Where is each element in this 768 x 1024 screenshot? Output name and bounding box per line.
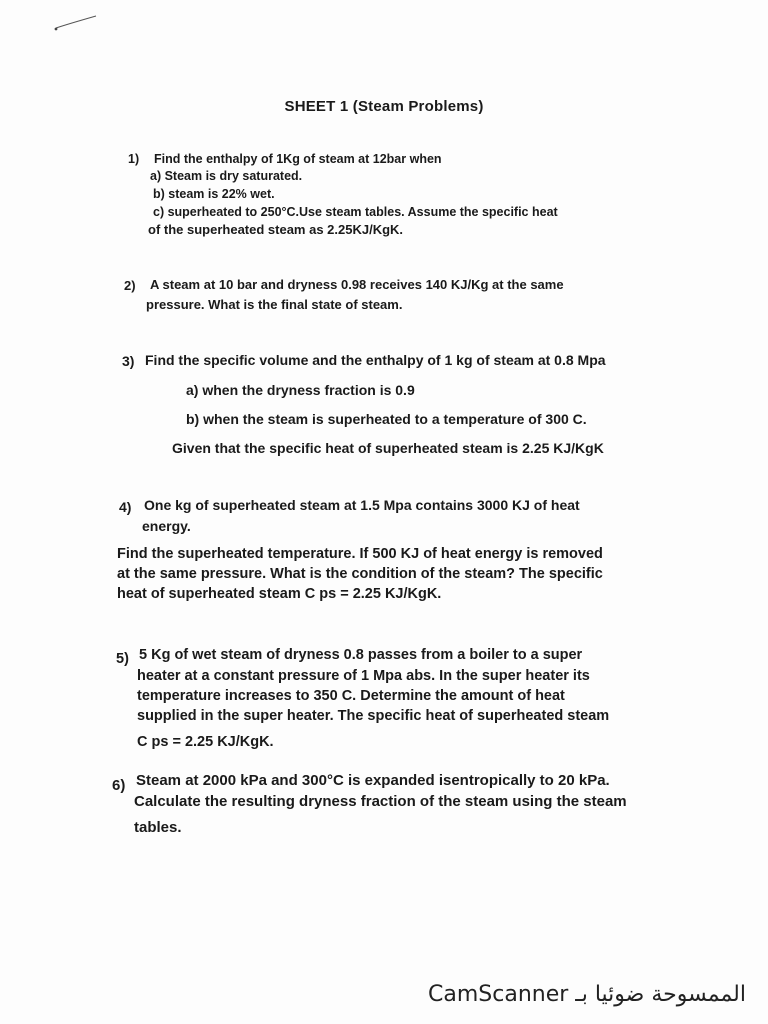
problem-5-line-3: temperature increases to 350 C. Determine the amount of heat bbox=[137, 688, 565, 704]
problem-4-number: 4) bbox=[119, 499, 132, 515]
problem-3-number: 3) bbox=[122, 353, 135, 369]
problem-4-line-2: energy. bbox=[142, 518, 191, 534]
problem-5-line-2: heater at a constant pressure of 1 Mpa abs. In the super heater its bbox=[137, 668, 590, 684]
problem-6-number: 6) bbox=[112, 777, 126, 794]
problem-2-line-1: A steam at 10 bar and dryness 0.98 receives 140 KJ/Kg at the same bbox=[150, 277, 564, 292]
problem-1-line-2: a) Steam is dry saturated. bbox=[150, 169, 303, 183]
problem-2-line-2: pressure. What is the final state of steam. bbox=[146, 297, 403, 312]
problem-3-line-2: a) when the dryness fraction is 0.9 bbox=[186, 382, 415, 398]
problem-5-number: 5) bbox=[116, 651, 129, 667]
camscanner-watermark: CamScanner الممسوحة ضوئيا بـ bbox=[428, 982, 746, 1007]
problem-3-line-3: b) when the steam is superheated to a temperature of 300 C. bbox=[186, 411, 587, 427]
problem-2-number: 2) bbox=[124, 278, 136, 293]
problem-4-line-4: at the same pressure. What is the condition of the steam? The specific bbox=[117, 566, 603, 582]
sheet-title: SHEET 1 (Steam Problems) bbox=[284, 98, 484, 115]
problem-5-line-4: supplied in the super heater. The specific heat of superheated steam bbox=[137, 708, 610, 724]
problem-6-line-2: Calculate the resulting dryness fraction of the steam using the steam bbox=[134, 793, 627, 810]
problem-3-line-1: Find the specific volume and the enthalpy of 1 kg of steam at 0.8 Mpa bbox=[145, 352, 606, 368]
problem-3-line-4: Given that the specific heat of superheated steam is 2.25 KJ/KgK bbox=[172, 440, 604, 456]
problem-1-line-3: b) steam is 22% wet. bbox=[153, 187, 275, 201]
pen-stroke-mark bbox=[54, 12, 100, 34]
problem-6-line-1: Steam at 2000 kPa and 300°C is expanded isentropically to 20 kPa. bbox=[136, 772, 610, 789]
problem-1-line-5: of the superheated steam as 2.25KJ/KgK. bbox=[148, 222, 404, 237]
problem-5-line-5: C ps = 2.25 KJ/KgK. bbox=[137, 734, 274, 750]
problem-1-number: 1) bbox=[128, 152, 140, 166]
problem-1-line-4: c) superheated to 250°C.Use steam tables. Assume the specific heat bbox=[153, 205, 558, 219]
problem-1-line-1: Find the enthalpy of 1Kg of steam at 12bar when bbox=[154, 152, 442, 166]
problem-6-line-3: tables. bbox=[134, 819, 182, 836]
problem-4-line-1: One kg of superheated steam at 1.5 Mpa contains 3000 KJ of heat bbox=[144, 497, 580, 513]
problem-5-line-1: 5 Kg of wet steam of dryness 0.8 passes from a boiler to a super bbox=[139, 647, 583, 663]
problem-4-line-5: heat of superheated steam C ps = 2.25 KJ/KgK. bbox=[117, 586, 442, 602]
problem-4-line-3: Find the superheated temperature. If 500 KJ of heat energy is removed bbox=[117, 546, 603, 562]
